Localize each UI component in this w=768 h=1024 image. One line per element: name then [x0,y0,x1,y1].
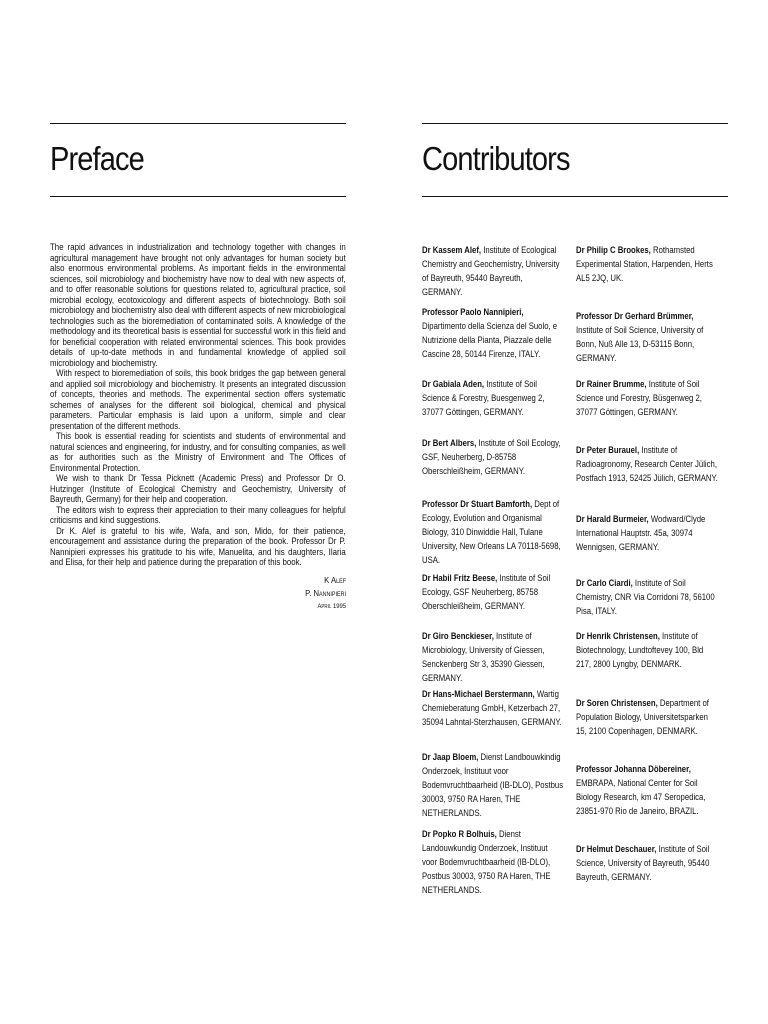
contributor-entry [422,436,565,478]
contributor-entry [576,377,719,419]
contributor-name: Dr Rainer Brumme, [576,379,647,389]
contributor-affiliation: Institute of Soil Science & Forestry, Buesgenweg 2, 37077 Göttingen, GERMANY. [422,379,545,417]
contributor-entry [576,842,719,884]
preface-body [50,242,346,568]
contributor-affiliation: Rothamsted Experimental Station, Harpenden, Herts AL5 2JQ, UK. [576,245,713,283]
contributor-name: Professor Dr Stuart Bamforth, [422,499,533,509]
contributor-affiliation: Dept of Ecology, Evolution and Organismal Biology, 310 Dinwiddie Hall, Tulane University, New Orleans LA 70118-5698, USA. [422,499,561,565]
contributor-entry [576,309,719,365]
contributor-entry [576,576,719,618]
contributor-entry [576,512,719,554]
contributor-name: Dr Helmut Deschauer, [576,844,657,854]
contributor-name: Dr Kassem Alef, [422,245,482,255]
contributor-entry [422,497,565,567]
contributor-name: Dr Popko R Bolhuis, [422,829,497,839]
preface-top-rule [50,123,346,124]
contributors-title: Contributors [422,140,570,177]
contributor-name: Professor Paolo Nannipieri, [422,307,524,317]
contributor-entry [422,827,565,897]
contributor-name: Dr Hans-Michael Berstermann, [422,689,535,699]
contributor-affiliation: Institute of Soil Ecology, GSF, Neuherberg, D-85758 Oberschleißheim, GERMANY. [422,438,561,476]
contributors-top-rule [422,123,728,124]
contributor-entry [422,571,565,613]
contributor-entry [422,687,565,729]
contributor-affiliation: Dienst Landouwkundig Onderzoek, Instituut voor Bodemvruchtbaarheid (IB-DLO), Postbus 30003, 9750 RA Haren, THE NETHERLANDS. [422,829,551,895]
contributor-affiliation: Wartig Chemieberatung GmbH, Ketzerbach 27, 35094 Lahntal-Sterzhausen, GERMANY. [422,689,562,727]
contributor-entry [576,243,719,285]
signature-date: April 1995 [317,603,346,610]
contributor-affiliation: Institute of Soil Chemistry, CNR Via Corridoni 78, 56100 Pisa, ITALY. [576,578,715,616]
contributor-affiliation: Institute of Soil Science und Forestry, Büsgenweg 2, 37077 Göttingen, GERMANY. [576,379,702,417]
contributor-name: Dr Philip C Brookes, [576,245,651,255]
signature-name-alef: K Alef [324,575,346,585]
preface-paragraph: We wish to thank Dr Tessa Picknett (Academic Press) and Professor Dr O. Hutzinger (Institute of Ecological Chemistry and Geochemistry, University of Bayreuth, Germany) for their help and cooperation. [50,473,346,504]
contributor-affiliation: EMBRAPA, National Center for Soil Biology Research, km 47 Seropedica, 23851-970 Rio de Janeiro, BRAZIL. [576,778,706,816]
contributor-affiliation: Institute of Biotechnology, Lundtoftevey 100, Bld 217, 2800 Lyngby, DENMARK. [576,631,704,669]
contributor-name: Dr Giro Benckieser, [422,631,494,641]
preface-paragraph: Dr K. Alef is grateful to his wife, Wafa, and son, Mido, for their patience, encouragement and assistance during the preparation of the book. Professor Dr P. Nannipieri expresses his gratitude to his wife, Manuelita, and his daughters, Ilaria and Elisa, for their help and patience during the preparation of this book. [50,525,346,567]
contributor-name: Dr Carlo Ciardi, [576,578,633,588]
contributor-entry [576,629,719,671]
preface-signature [80,574,346,613]
contributor-entry [422,750,565,820]
contributor-affiliation: Institute of Soil Ecology, GSF Neuherberg, 85758 Oberschleißheim, GERMANY. [422,573,551,611]
contributor-entry [576,696,719,738]
contributor-name: Dr Henrik Christensen, [576,631,660,641]
contributor-entry [576,443,719,485]
preface-title: Preface [50,140,144,177]
contributor-name: Dr Harald Burmeier, [576,514,649,524]
contributor-name: Professor Johanna Döbereiner, [576,764,691,774]
contributor-entry [422,377,565,419]
contributor-affiliation: Dienst Landbouwkindig Onderzoek, Instituut voor Bodemvruchtbaarheid (IB-DLO), Postbus 30003, 9750 RA Haren, THE NETHERLANDS. [422,752,564,818]
contributor-name: Dr Soren Christensen, [576,698,658,708]
contributors-list [422,243,728,903]
contributor-affiliation: Institute of Soil Science, University of Bayreuth, 95440 Bayreuth, GERMANY. [576,844,710,882]
contributor-affiliation: Dipartimento della Scienza del Suolo, e Nutrizione della Pianta, Piazzale delle Cascine 28, 50144 Firenze, ITALY. [422,321,558,359]
contributor-name: Dr Bert Albers, [422,438,477,448]
contributor-entry [422,305,565,361]
preface-paragraph: The editors wish to express their appreciation to their many colleagues for helpful criticisms and kind suggestions. [50,504,346,525]
contributor-name: Dr Habil Fritz Beese, [422,573,498,583]
preface-bottom-rule [50,196,346,197]
preface-paragraph: This book is essential reading for scientists and students of environmental and natural sciences and engineering, for industry, and for consulting companies, as well as for authorities such as the Ministry of Environment and The Offices of Environmental Protection. [50,431,346,473]
contributor-affiliation: Institute of Ecological Chemistry and Geochemistry, University of Bayreuth, 95440 Bayreuth, GERMANY. [422,245,560,297]
contributor-affiliation: Institute of Radioagronomy, Research Center Jülich, Postfach 1913, 52425 Jülich, GERMANY. [576,445,718,483]
contributor-entry [576,762,719,818]
preface-paragraph: With respect to bioremediation of soils, this book bridges the gap between general and applied soil microbiology and biochemistry. It presents an integrated discussion of concepts, theories and methods. The experimental section offers systematic schemes of analyses for the different soil biological, chemical and physical parameters. Particular emphasis is laid upon a uniform, simple and clear presentation of the different methods. [50,368,346,431]
preface-paragraph: The rapid advances in industrialization and technology together with changes in agricultural management have brought not only advantages for human society but also enormous environmental problems. As important fields in the environmental sciences, soil microbiology and biochemistry have now to deal with new aspects of, and to offer reasonable solutions for questions related to, agricultural practice, soil microbial ecology, ecotoxicology and different aspects of biotechnology. Both soil microbiology and biochemistry also deal with different aspects of new microbiological technologies such as the bioremediation of contaminated soils. A knowledge of the methodology and its theoretical basis is essential for successful work in this field and for beneficial cooperation with related environmental sciences. This book provides details of up-to-date methods in and fundamental knowledge of applied soil microbiology and biochemistry. [50,242,346,368]
contributor-entry [422,629,565,685]
contributor-name: Professor Dr Gerhard Brümmer, [576,311,694,321]
contributor-entry [422,243,565,299]
contributor-affiliation: Institute of Soil Science, University of Bonn, Nuß Alle 13, D-53115 Bonn, GERMANY. [576,325,704,363]
contributors-bottom-rule [422,196,728,197]
contributor-name: Dr Peter Burauel, [576,445,640,455]
signature-name-nannipieri: P. Nannipieri [305,588,346,598]
contributor-affiliation: Wodward/Clyde International Hauptstr. 45a, 30974 Wennigsen, GERMANY. [576,514,706,552]
contributor-name: Dr Gabiala Aden, [422,379,485,389]
contributor-affiliation: Institute of Microbiology, University of Giessen, Senckenberg Str 3, 35390 Giessen, GERMANY. [422,631,545,683]
contributor-affiliation: Department of Population Biology, Universitetsparken 15, 2100 Copenhagen, DENMARK. [576,698,709,736]
contributor-name: Dr Jaap Bloem, [422,752,479,762]
